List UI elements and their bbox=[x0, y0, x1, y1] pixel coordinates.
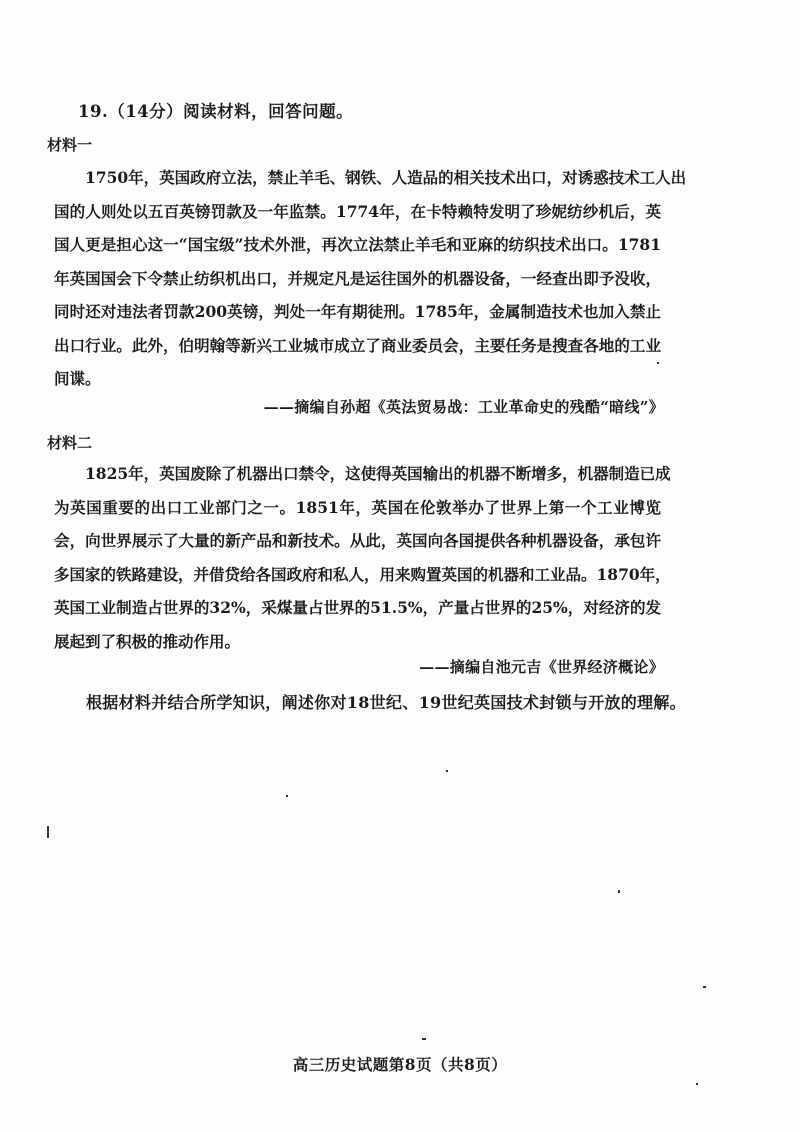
material2-body bbox=[54, 457, 671, 658]
scan-speck bbox=[696, 1083, 698, 1085]
material1-line: 出口行业。此外，伯明翰等新兴工业城市成立了商业委员会，主要任务是搜查各地的工业 bbox=[54, 335, 661, 355]
scan-speck bbox=[657, 362, 659, 364]
material1-line: 间谍。 bbox=[54, 369, 101, 388]
material2-line: 会，向世界展示了大量的新产品和新技术。从此，英国向各国提供各种机器设备，承包许 bbox=[54, 531, 661, 550]
page-footer: 高三历史试题第8页（共8页） bbox=[292, 1055, 508, 1074]
material2-line: 为英国重要的出口工业部门之一。1851年，英国在伦敦举办了世界上第一个工业博览 bbox=[54, 497, 661, 517]
material2-line: 1825年，英国废除了机器出口禁令，这使得英国输出的机器不断增多，机器制造已成 bbox=[85, 464, 671, 483]
material1-heading: 材料一 bbox=[47, 136, 93, 154]
scan-speck bbox=[446, 770, 448, 772]
material1-line: 同时还对违法者罚款200英镑，判处一年有期徒刑。1785年，金属制造技术也加入禁止 bbox=[54, 302, 661, 321]
scan-speck bbox=[618, 890, 620, 893]
material1-body bbox=[54, 161, 687, 396]
material2-line: 展起到了积极的推动作用。 bbox=[54, 631, 241, 651]
material1-source: ——摘编自孙超《英法贸易战：工业革命史的残酷“暗线”》 bbox=[263, 398, 664, 416]
material1-line: 国的人则处以五百英镑罚款及一年监禁。1774年，在卡特赖特发明了珍妮纺纱机后，英 bbox=[54, 201, 661, 221]
scan-speck bbox=[422, 1038, 426, 1040]
material2-line: 多国家的铁路建设，并借贷给各国政府和私人，用来购置英国的机器和工业品。1870年， bbox=[54, 564, 671, 584]
question-prompt: 根据材料并结合所学知识，阐述你对18世纪、19世纪英国技术封锁与开放的理解。 bbox=[86, 693, 686, 712]
material1-line: 1750年，英国政府立法，禁止羊毛、钢铁、人造品的相关技术出口，对诱惑技术工人出 bbox=[85, 168, 687, 187]
scan-speck bbox=[47, 826, 49, 838]
material2-source: ——摘编自池元吉《世界经济概论》 bbox=[419, 658, 664, 676]
material2-heading: 材料二 bbox=[47, 434, 93, 452]
material2-line: 英国工业制造占世界的32%，采煤量占世界的51.5%，产量占世界的25%，对经济的发 bbox=[54, 598, 661, 617]
scan-speck bbox=[286, 795, 288, 797]
question-title: 19.（14分）阅读材料，回答问题。 bbox=[78, 102, 354, 121]
material1-line: 国人更是担心这一“国宝级”技术外泄，再次立法禁止羊毛和亚麻的纺织技术出口。1781 bbox=[54, 235, 661, 254]
material1-line: 年英国国会下令禁止纺织机出口，并规定凡是运往国外的机器设备，一经查出即予没收， bbox=[54, 268, 661, 288]
scan-speck bbox=[703, 986, 706, 988]
